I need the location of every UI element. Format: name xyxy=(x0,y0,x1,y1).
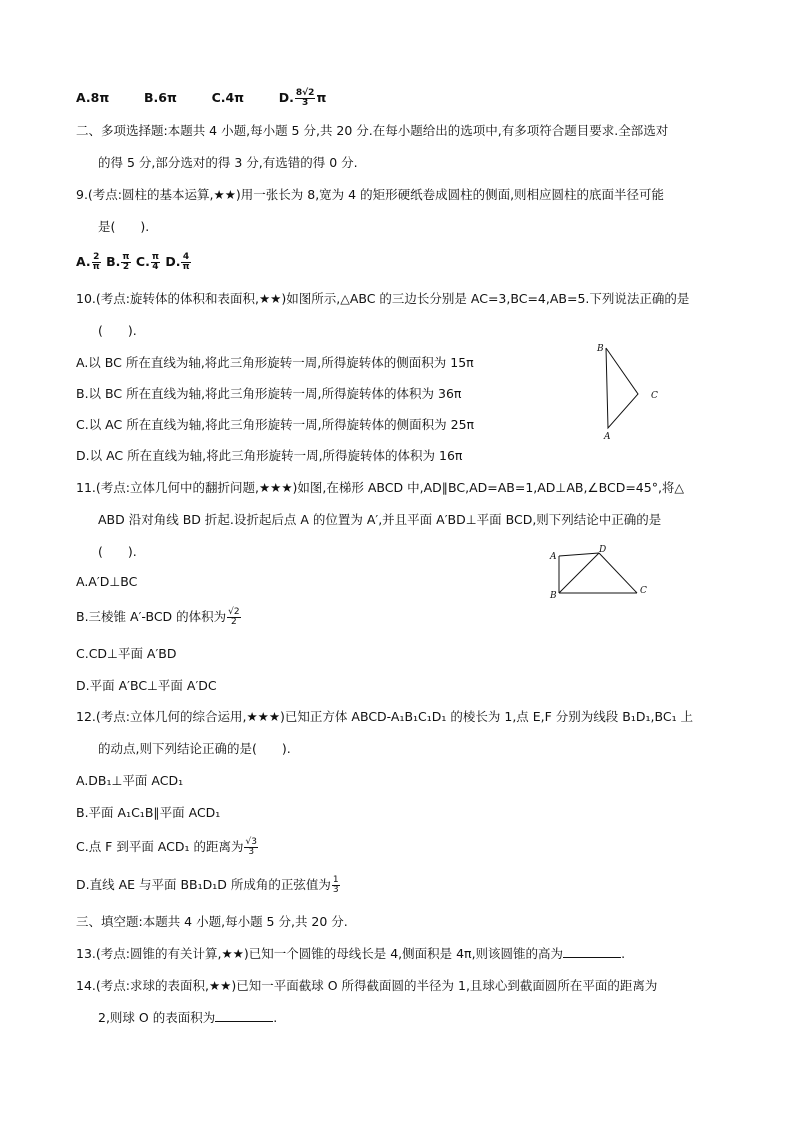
q9-option-a: A. $\frac{2}{\pi}$ xyxy=(76,252,100,272)
q11-label-b: B xyxy=(550,591,557,601)
q11-label-d: D xyxy=(599,545,607,555)
section2-heading-cont: 的得 5 分,部分选对的得 3 分,有选错的得 0 分. xyxy=(98,155,358,170)
q10-option-c: C.以 AC 所在直线为轴,将此三角形旋转一周,所得旋转体的侧面积为 25π xyxy=(76,417,475,432)
q11-edge-ad xyxy=(559,553,599,556)
q14-stem: 14.(考点:求球的表面积,★★)已知一平面截球 O 所得截面圆的半径为 1,且球心到截面圆所在平面的距离为 xyxy=(76,978,658,993)
q12-option-b: B.平面 A₁C₁B∥平面 ACD₁ xyxy=(76,805,221,820)
q11-edge-dc xyxy=(599,553,637,593)
q12-option-c: C.点 F 到平面 ACD₁ 的距离为 $\frac{√3}{3}$ xyxy=(76,837,257,857)
q11-stem-cont2: ( ). xyxy=(98,544,137,559)
section2-heading: 二、多项选择题:本题共 4 小题,每小题 5 分,共 20 分.在每小题给出的选项中,有多项符合题目要求.全部选对 xyxy=(76,123,669,138)
q11-option-b: B.三棱锥 A′-BCD 的体积为 $\frac{√2}{2}$ xyxy=(76,607,240,627)
q9-stem-cont: 是( ). xyxy=(98,219,150,234)
q11-option-d: D.平面 A′BC⊥平面 A′DC xyxy=(76,678,217,693)
q14-stem-cont: 2,则球 O 的表面积为 . xyxy=(98,1010,278,1025)
q13-stem: 13.(考点:圆锥的有关计算,★★)已知一个圆锥的母线长是 4,侧面积是 4π,则该圆锥的高为 . xyxy=(76,946,626,961)
q11-stem: 11.(考点:立体几何中的翻折问题,★★★)如图,在梯形 ABCD 中,AD∥BC,AD=AB=1,AD⊥AB,∠BCD=45°,将△ xyxy=(76,480,685,495)
q12-stem-cont: 的动点,则下列结论正确的是( ). xyxy=(98,741,291,756)
q11-diagonal-bd xyxy=(559,553,599,593)
q10-label-b: B xyxy=(597,344,604,354)
q11-label-c: C xyxy=(640,586,647,596)
q12-option-a: A.DB₁⊥平面 ACD₁ xyxy=(76,773,184,788)
q8-option-a: A.8π xyxy=(76,90,110,105)
q9-option-d: D. $\frac{4}{\pi}$ xyxy=(165,252,190,272)
q10-triangle-abc xyxy=(606,348,638,428)
q9-option-b: B. $\frac{\pi}{2}$ xyxy=(106,252,130,272)
q10-option-d: D.以 AC 所在直线为轴,将此三角形旋转一周,所得旋转体的体积为 16π xyxy=(76,448,463,463)
q11-trapezoid-figure xyxy=(545,543,657,603)
q10-label-a: A xyxy=(604,432,611,442)
q11-option-c: C.CD⊥平面 A′BD xyxy=(76,646,177,661)
q10-option-a: A.以 BC 所在直线为轴,将此三角形旋转一周,所得旋转体的侧面积为 15π xyxy=(76,355,474,370)
q10-triangle-figure xyxy=(590,338,670,446)
q9-options xyxy=(76,253,192,272)
section3-heading: 三、填空题:本题共 4 小题,每小题 5 分,共 20 分. xyxy=(76,914,348,929)
q10-label-c: C xyxy=(651,391,658,401)
q14-answer-blank[interactable] xyxy=(215,1009,273,1022)
q11-label-a: A xyxy=(550,552,557,562)
q10-stem: 10.(考点:旋转体的体积和表面积,★★)如图所示,△ABC 的三边长分别是 AC=3,BC=4,AB=5.下列说法正确的是 xyxy=(76,291,690,306)
q8-option-c: C.4π xyxy=(211,90,245,105)
q12-option-d: D.直线 AE 与平面 BB₁D₁D 所成角的正弦值为 $\frac{1}{3}$ xyxy=(76,875,339,895)
q10-option-b: B.以 BC 所在直线为轴,将此三角形旋转一周,所得旋转体的体积为 36π xyxy=(76,386,462,401)
q12-stem: 12.(考点:立体几何的综合运用,★★★)已知正方体 ABCD-A₁B₁C₁D₁ 的棱长为 1,点 E,F 分别为线段 B₁D₁,BC₁ 上 xyxy=(76,709,694,724)
q9-option-c: C. $\frac{\pi}{4}$ xyxy=(135,252,159,272)
q13-answer-blank[interactable] xyxy=(563,945,621,958)
q10-stem-cont: ( ). xyxy=(98,323,137,338)
q9-stem: 9.(考点:圆柱的基本运算,★★)用一张长为 8,宽为 4 的矩形硬纸卷成圆柱的侧面,则相应圆柱的底面半径可能 xyxy=(76,187,665,202)
q11-stem-cont: ABD 沿对角线 BD 折起.设折起后点 A 的位置为 A′,并且平面 A′BD⊥平面 BCD,则下列结论中正确的是 xyxy=(98,512,662,527)
q8-options xyxy=(76,89,326,108)
q8-option-d: D. $\frac{8√2}{3}$ π xyxy=(278,88,327,108)
q11-option-a: A.A′D⊥BC xyxy=(76,574,138,589)
q8-option-b: B.6π xyxy=(143,90,177,105)
